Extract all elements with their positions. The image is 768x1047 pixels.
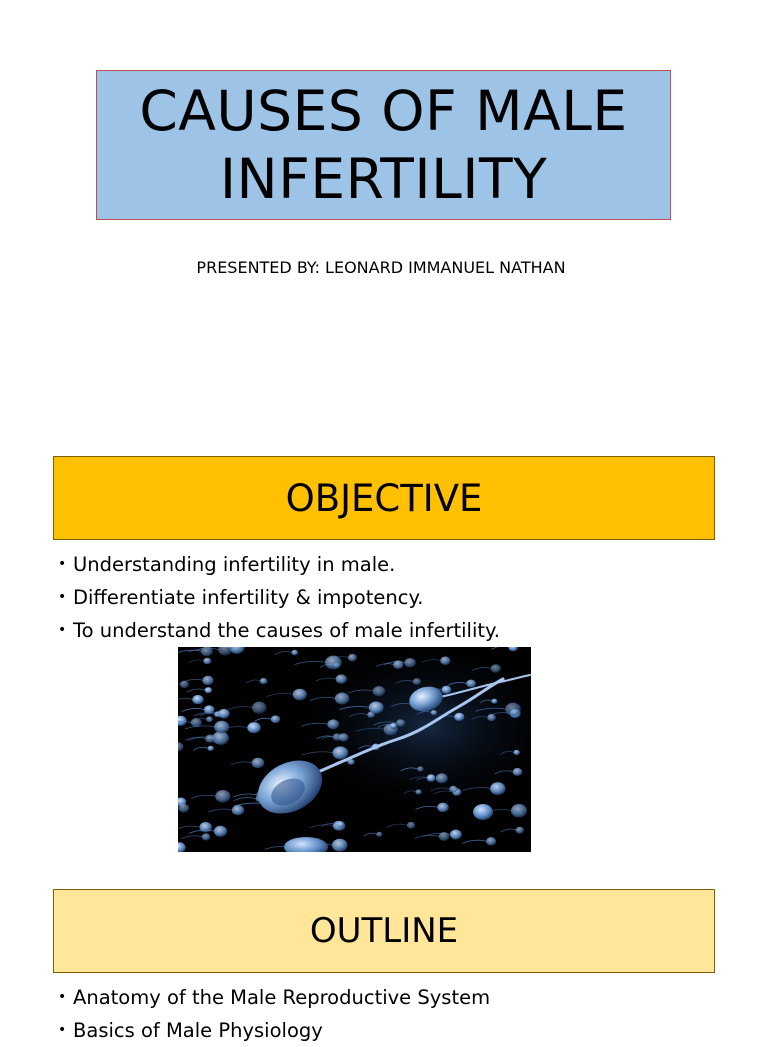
sperm-head-mark [436, 773, 448, 783]
sperm-head-mark [416, 789, 422, 794]
sperm-head-mark [487, 714, 496, 721]
sperm-head-mark [336, 674, 347, 683]
sperm-head-mark [332, 839, 348, 852]
sperm-head-mark [271, 715, 280, 723]
sperm-head-mark [393, 660, 403, 669]
sperm-head-mark [442, 686, 452, 694]
sperm-head-mark [348, 654, 357, 662]
sperm-head-mark [440, 656, 450, 665]
list-item [58, 614, 500, 647]
sperm-head-mark [376, 832, 382, 837]
sperm-head-mark [491, 699, 497, 704]
sperm-head-mark [396, 719, 405, 727]
sperm-head-mark [369, 702, 384, 714]
title-line-1: CAUSES OF MALE [139, 79, 628, 143]
bullet-icon: • [58, 989, 67, 1005]
list-item-text: To understand the causes of male infertility. [73, 619, 500, 642]
sperm-head-mark [215, 790, 230, 803]
list-item-text: Understanding infertility in male. [73, 553, 396, 576]
sperm-head-mark [404, 658, 415, 667]
sperm-head-mark [407, 822, 415, 829]
list-item-text: Basics of Male Physiology [73, 1019, 323, 1042]
sperm-head-mark [431, 710, 437, 715]
sperm-head-mark [206, 716, 213, 722]
list-item-text: Anatomy of the Male Reproductive System [73, 986, 491, 1009]
sperm-head-mark [466, 680, 476, 688]
sperm-head-mark [208, 746, 214, 751]
sperm-head-mark [437, 803, 448, 813]
sperm-head-mark [232, 805, 244, 815]
sperm-head-mark [514, 750, 520, 755]
title-line-2: INFERTILITY [219, 147, 548, 211]
sperm-head-mark [180, 681, 189, 689]
list-item [58, 581, 500, 614]
sperm-head-mark [205, 687, 212, 693]
sperm-head-mark [327, 719, 339, 729]
sperm-head-mark [218, 709, 229, 719]
sperm-head-mark [202, 676, 213, 685]
sperm-head-mark [427, 774, 436, 781]
sperm-head-mark [260, 678, 268, 684]
sperm-head-mark [339, 733, 349, 741]
sperm-head-mark [390, 723, 397, 729]
sperm-head-mark [449, 786, 457, 793]
sperm-head-mark [511, 804, 527, 817]
sperm-image [178, 647, 531, 852]
sperm-head-mark [291, 650, 298, 656]
objective-list [58, 548, 500, 647]
sperm-head-mark [454, 713, 464, 721]
list-item [58, 548, 500, 581]
sperm-head-mark [247, 722, 260, 733]
sperm-head-mark [293, 689, 307, 701]
outline-list [58, 981, 490, 1047]
sperm-head-mark [413, 678, 421, 685]
sperm-head-mark [513, 768, 523, 776]
sperm-head-mark [486, 837, 496, 845]
sperm-head-mark [252, 702, 267, 714]
sperm-head-mark [417, 766, 423, 771]
sperm-head-mark [179, 804, 190, 813]
bullet-icon: • [58, 1022, 67, 1038]
list-item [58, 981, 490, 1014]
outline-heading: OUTLINE [53, 889, 715, 973]
sperm-head-mark [214, 721, 229, 733]
sperm-head-mark [192, 695, 203, 704]
sperm-head-mark [337, 822, 344, 828]
bullet-icon: • [58, 589, 67, 605]
sperm-head-mark [505, 703, 521, 716]
sperm-head-mark [439, 832, 450, 841]
title-box [96, 70, 671, 220]
sperm-head-mark [490, 782, 505, 795]
sperm-head-mark [491, 664, 501, 673]
sperm-head-mark [202, 833, 211, 840]
sperm-head-mark [325, 656, 342, 670]
sperm-head-mark [450, 830, 462, 840]
sperm-head-mark [335, 693, 349, 705]
sperm-head-mark [333, 746, 349, 759]
sperm-head-mark [203, 658, 211, 665]
sperm-head-mark [373, 686, 385, 696]
bullet-icon: • [58, 556, 67, 572]
bullet-icon: • [58, 622, 67, 638]
sperm-head-mark [252, 758, 265, 768]
list-item-text: Differentiate infertility & impotency. [73, 586, 424, 609]
objective-heading: OBJECTIVE [53, 456, 715, 540]
presenter-credit: PRESENTED BY: LEONARD IMMANUEL NATHAN [196, 258, 566, 277]
sperm-head-mark [205, 735, 215, 743]
sperm-head-mark [214, 826, 227, 837]
list-item [58, 1014, 490, 1047]
sperm-head-mark [516, 827, 524, 834]
